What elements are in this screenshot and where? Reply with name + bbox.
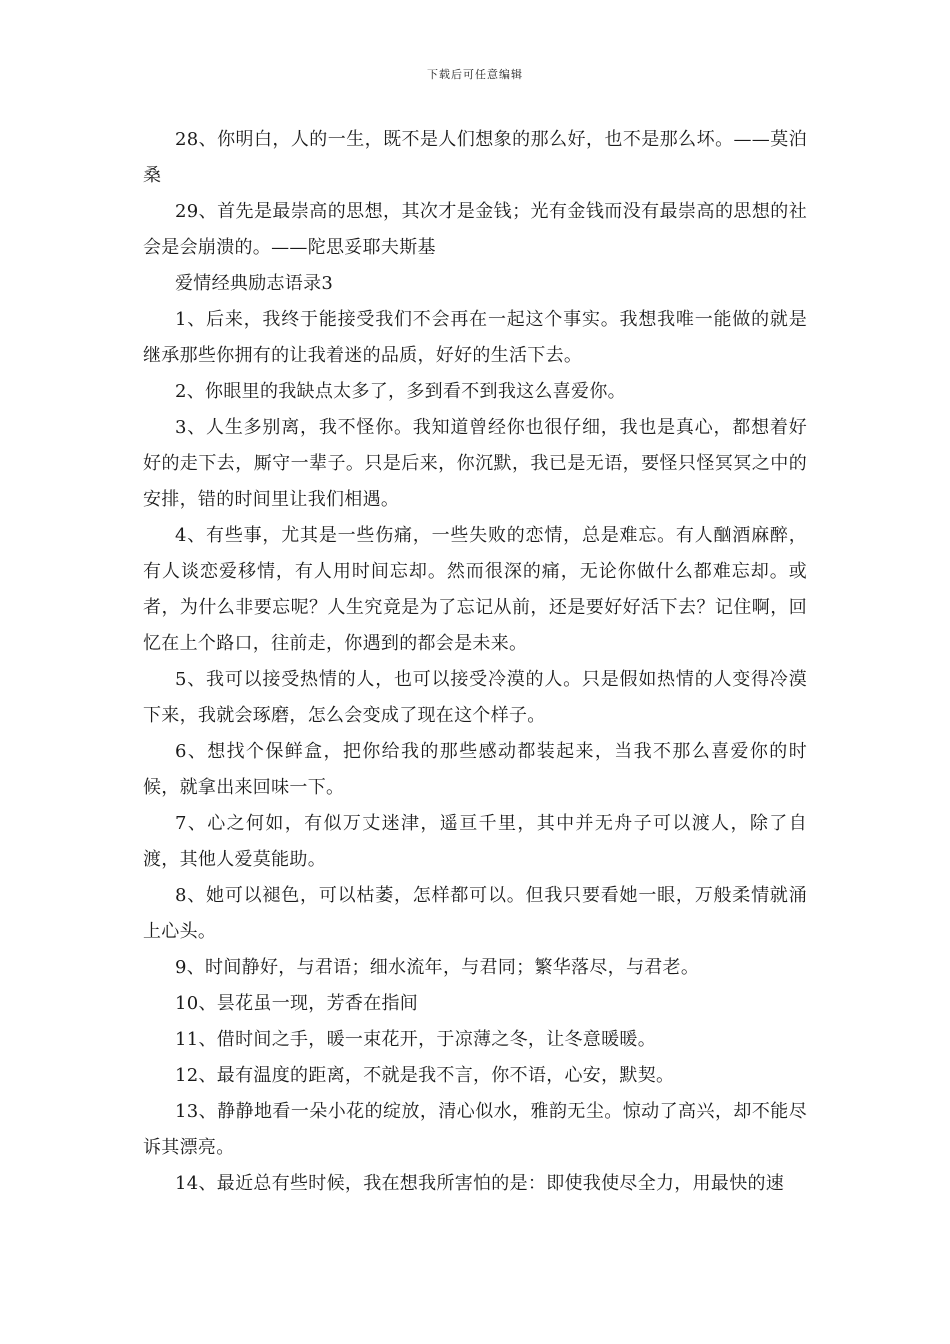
page-header: 下载后可任意编辑 [427, 68, 523, 81]
quote-paragraph: 13、静静地看一朵小花的绽放，清心似水，雅韵无尘。惊动了高兴，却不能尽诉其漂亮。 [143, 1101, 807, 1158]
section-heading: 爱情经典励志语录3 [175, 273, 334, 294]
quote-paragraph: 3、人生多别离，我不怪你。我知道曾经你也很仔细，我也是真心，都想着好好的走下去，厮守一辈子。只是后来，你沉默，我已是无语，要怪只怪冥冥之中的安排，错的时间里让我们相遇。 [143, 417, 807, 510]
quote-paragraph: 6、想找个保鲜盒，把你给我的那些感动都装起来，当我不那么喜爱你的时候，就拿出来回味一下。 [143, 741, 807, 798]
quote-paragraph: 12、最有温度的距离，不就是我不言，你不语，心安，默契。 [175, 1065, 675, 1086]
quote-paragraph: 29、首先是最崇高的思想，其次才是金钱；光有金钱而没有最崇高的思想的社会是会崩溃的。——陀思妥耶夫斯基 [143, 201, 807, 258]
quote-paragraph: 9、时间静好，与君语；细水流年，与君同；繁华落尽，与君老。 [175, 957, 700, 978]
quote-paragraph: 28、你明白，人的一生，既不是人们想象的那么好，也不是那么坏。——莫泊桑 [143, 129, 807, 186]
quote-paragraph: 8、她可以褪色，可以枯萎，怎样都可以。但我只要看她一眼，万般柔情就涌上心头。 [143, 885, 807, 942]
quote-paragraph: 4、有些事，尤其是一些伤痛，一些失败的恋情，总是难忘。有人酗酒麻醉，有人谈恋爱移情，有人用时间忘却。然而很深的痛，无论你做什么都难忘却。或者，为什么非要忘呢？人生究竟是为了忘记从前，还是要好好活下去？记住啊，回忆在上个路口，往前走，你遇到的都会是未来。 [143, 525, 807, 654]
quote-paragraph: 14、最近总有些时候，我在想我所害怕的是：即使我使尽全力，用最快的速 [175, 1173, 785, 1194]
quote-paragraph: 5、我可以接受热情的人，也可以接受冷漠的人。只是假如热情的人变得冷漠下来，我就会琢磨，怎么会变成了现在这个样子。 [143, 669, 807, 726]
quote-paragraph: 1、后来，我终于能接受我们不会再在一起这个事实。我想我唯一能做的就是继承那些你拥有的让我着迷的品质，好好的生活下去。 [143, 309, 807, 366]
document-body [143, 122, 807, 1202]
quote-paragraph: 2、你眼里的我缺点太多了，多到看不到我这么喜爱你。 [175, 381, 626, 402]
quote-paragraph: 10、昙花虽一现，芳香在指间 [175, 993, 419, 1014]
quote-paragraph: 7、心之何如，有似万丈迷津，遥亘千里，其中并无舟子可以渡人，除了自渡，其他人爱莫能助。 [143, 813, 807, 870]
quote-paragraph: 11、借时间之手，暖一束花开，于凉薄之冬，让冬意暖暖。 [175, 1029, 657, 1050]
